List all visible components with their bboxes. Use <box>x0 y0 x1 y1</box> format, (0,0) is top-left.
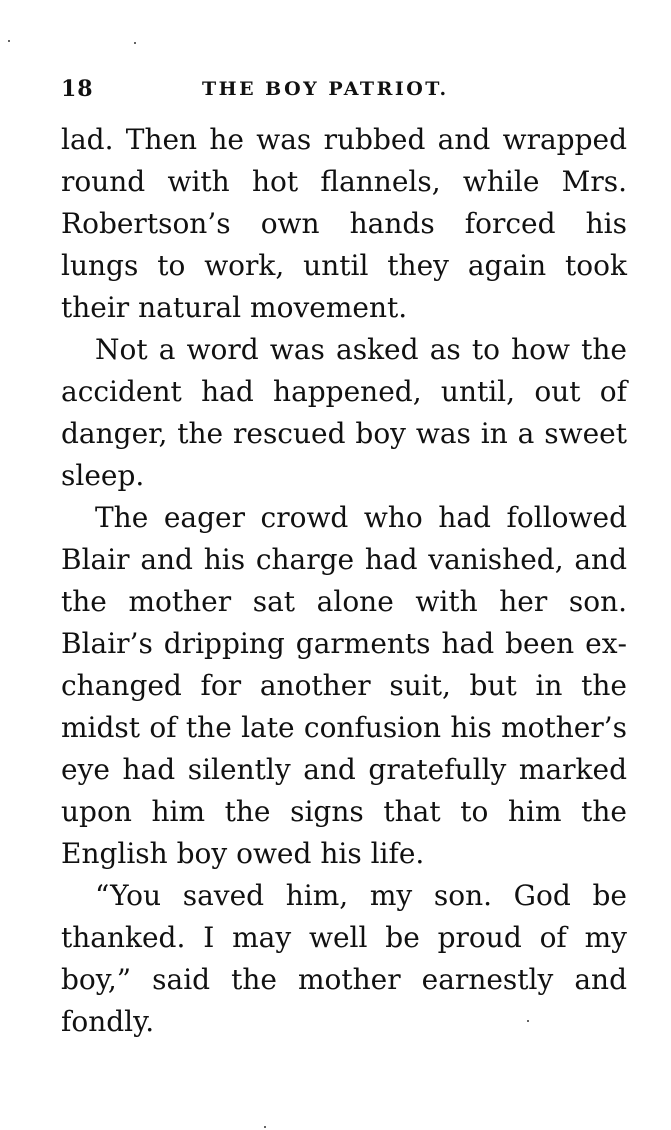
paragraph: lad. Then he was rubbed and wrapped round with hot flannels, while Mrs. Robertson’s own hands forced his lungs to work, until they again took their natural movement. <box>61 123 627 324</box>
page-number: 18 <box>61 76 94 102</box>
paragraph: Not a word was asked as to how the accident had happened, until, out of danger, the rescued boy was in a sweet sleep. <box>61 333 627 492</box>
scan-speck <box>134 42 136 44</box>
scan-speck <box>8 40 10 42</box>
paragraph: The eager crowd who had followed Blair and his charge had vanished, and the mother sat alone with her son. Blair’s dripping garments had been exchanged for another suit, but in the midst of the late confusion his mother’s eye had silently and gratefully marked upon him the signs that to him the English boy owed his life. <box>61 501 627 870</box>
body-text <box>61 119 627 1043</box>
page-header <box>61 76 641 106</box>
running-head-title: THE BOY PATRIOT. <box>202 78 449 100</box>
paragraph: “You saved him, my son. God be thanked. I may well be proud of my boy,” said the mother earnestly and fondly. <box>61 879 627 1038</box>
scan-speck <box>264 1126 266 1128</box>
scan-speck <box>527 1020 529 1022</box>
